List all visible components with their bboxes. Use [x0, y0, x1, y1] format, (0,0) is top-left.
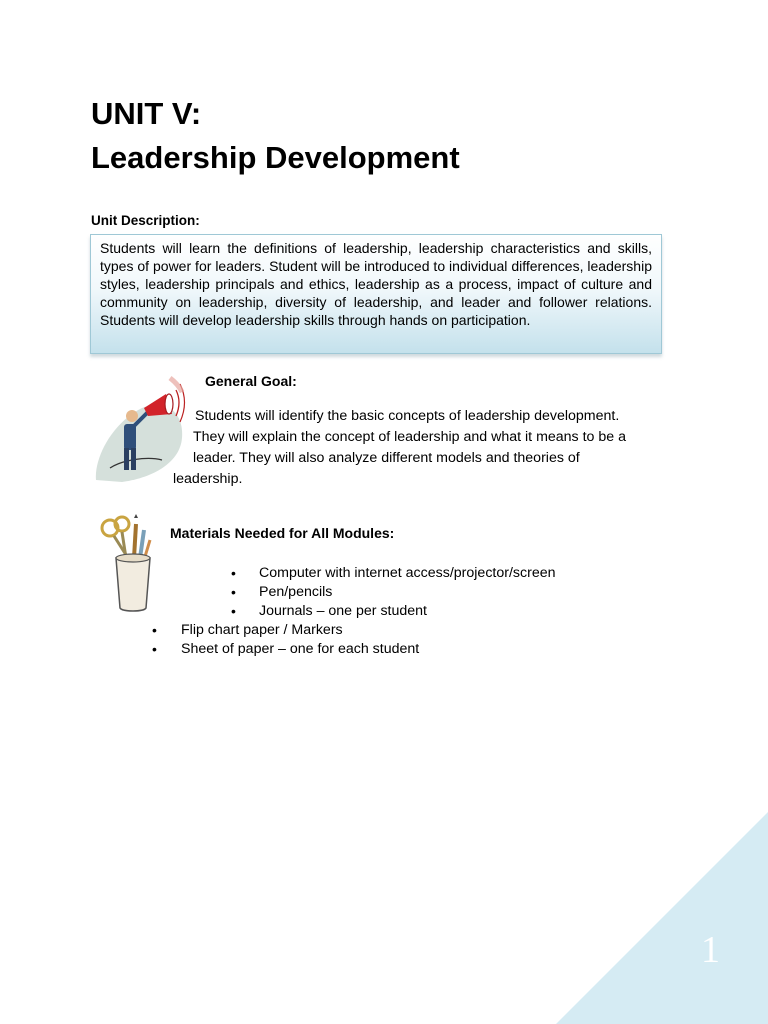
list-item	[0, 564, 556, 583]
goal-line: leadership.	[173, 471, 243, 487]
list-item-label: Journals – one per student	[259, 603, 427, 619]
list-item-label: Flip chart paper / Markers	[181, 622, 343, 638]
materials-heading: Materials Needed for All Modules:	[170, 525, 395, 541]
materials-list	[0, 564, 556, 659]
general-goal-text	[173, 406, 673, 490]
list-item	[0, 583, 556, 602]
bullet-icon: •	[231, 565, 236, 581]
bullet-icon: •	[231, 584, 236, 600]
list-item-label: Sheet of paper – one for each student	[181, 641, 420, 657]
page-number: 1	[701, 929, 720, 971]
list-item-label: Computer with internet access/projector/screen	[259, 565, 556, 581]
list-item	[0, 640, 556, 659]
list-item	[0, 602, 556, 621]
unit-description-box: Students will learn the definitions of leadership, leadership characteristics and skills, types of power for leaders. Student will be introduced to individual differences, leadership styles, leadership principals and ethics, leadership as a process, impact of culture and community on leadership, diversity of leadership, and leader and follower relations. Students will develop leadership skills through hands on participation.	[90, 234, 662, 354]
unit-number: UNIT V:	[91, 96, 202, 131]
list-item-label: Pen/pencils	[259, 584, 333, 600]
unit-description-label: Unit Description:	[91, 213, 200, 228]
goal-line: They will explain the concept of leadership and what it means to be a	[193, 429, 626, 445]
bullet-icon: •	[152, 641, 157, 657]
goal-line: leader. They will also analyze different models and theories of	[193, 450, 580, 466]
general-goal-heading: General Goal:	[205, 373, 297, 389]
list-item	[0, 621, 556, 640]
bullet-icon: •	[152, 622, 157, 638]
bullet-icon: •	[231, 603, 236, 619]
unit-name: Leadership Development	[91, 140, 460, 175]
goal-line: Students will identify the basic concepts of leadership development.	[195, 408, 620, 424]
page-title	[91, 92, 460, 180]
